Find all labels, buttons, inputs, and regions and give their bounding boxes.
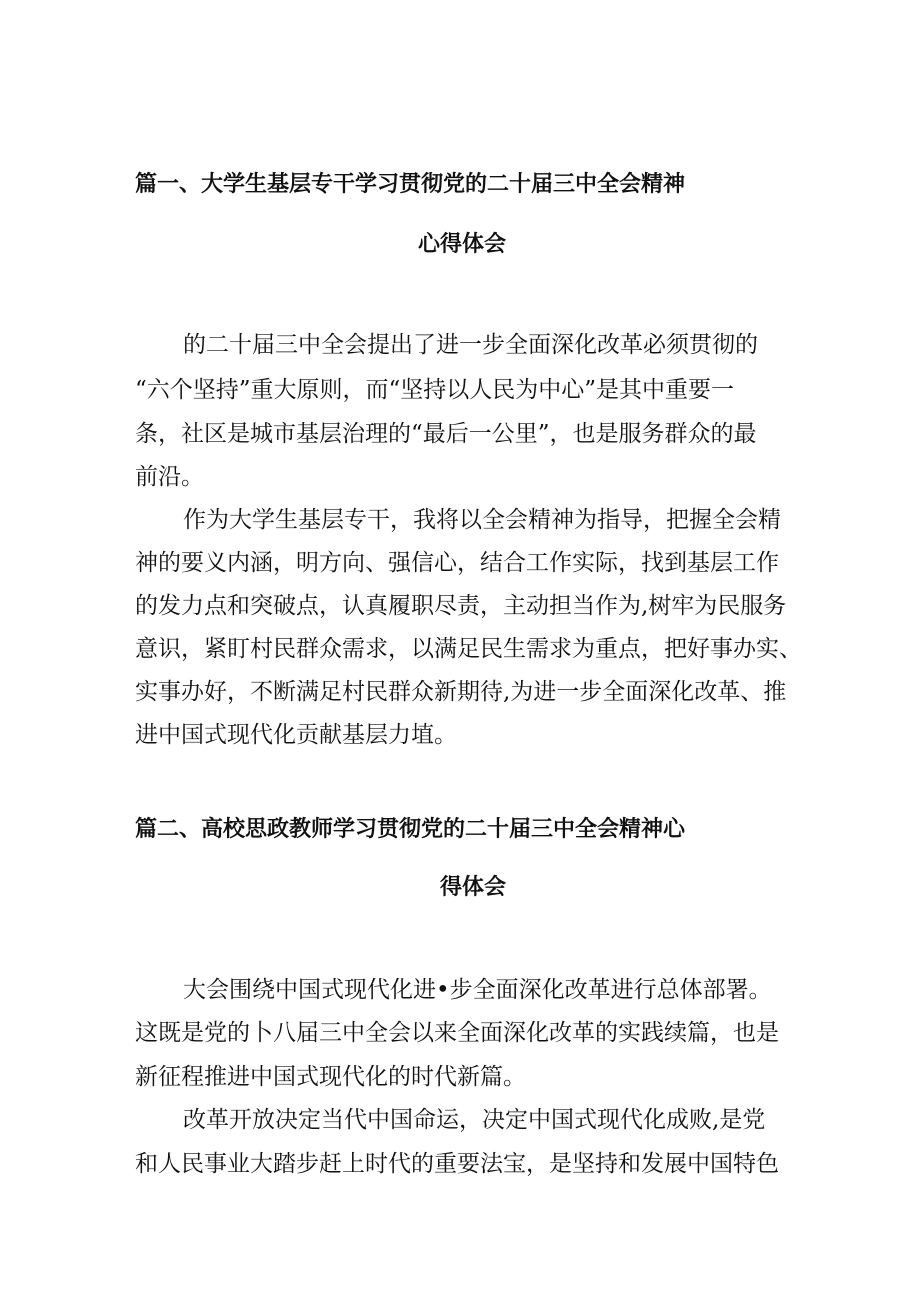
section1-p1-line3: 条，社区是城市基层治理的“最后一公里”，也是服务群众的最 bbox=[135, 421, 757, 447]
section2-p1-line2: 这既是党的卜八届三中全会以来全面深化改革的实践续篇，也是 bbox=[135, 1020, 779, 1046]
section2-title-line1: 篇二、高校思政教师学习贯彻党的二十届三中全会精神心 bbox=[135, 817, 686, 842]
section1-p1-line4: 前沿。 bbox=[135, 464, 204, 490]
section1-title-line2: 心得体会 bbox=[418, 232, 507, 257]
section2-p1-line3: 新征程推进中国式现代化的时代新篇。 bbox=[135, 1064, 526, 1090]
section2-p1-line1: 大会围绕中国式现代化进•步全面深化改革进行总体部署。 bbox=[183, 977, 772, 1003]
section1-p1-line1: 的二十届三中全会提出了进一步全面深化改革必须贯彻的 bbox=[183, 332, 758, 358]
section2-p2-line2: 和人民事业大踏步赶上时代的重要法宝，是坚持和发展中国特色 bbox=[135, 1151, 779, 1177]
section2-p2-line1: 改革开放决定当代中国命运，决定中国式现代化成败,是党 bbox=[183, 1107, 766, 1133]
section1-p2-line2: 神的要义内涵，明方向、强信心，结合工作实际，找到基层工作 bbox=[135, 550, 779, 576]
section1-p2-line1: 作为大学生基层专干，我将以全会精神为指导，把握全会精 bbox=[183, 507, 781, 533]
section1-p2-line6: 进中国式现代化贡献基层力埴。 bbox=[135, 722, 457, 748]
section1-p2-line4: 意识，紧盯村民群众需求，以满足民生需求为重点，把好事办实、 bbox=[135, 636, 802, 662]
section1-p2-line5: 实事办好，不断满足村民群众新期待,为进一步全面深化改革、推 bbox=[135, 679, 787, 705]
section1-p2-line3: 的发力点和突破点，认真履职尽责，主动担当作为,树牢为民服务 bbox=[135, 593, 787, 619]
section1-p1-line2: “六个坚持”重大原则，而“坚持以人民为中心”是其中重要一 bbox=[135, 377, 735, 403]
section2-title-line2: 得体会 bbox=[440, 875, 507, 900]
section1-title-line1: 篇一、大学生基层专干学习贯彻党的二十届三中全会精神 bbox=[135, 172, 686, 197]
